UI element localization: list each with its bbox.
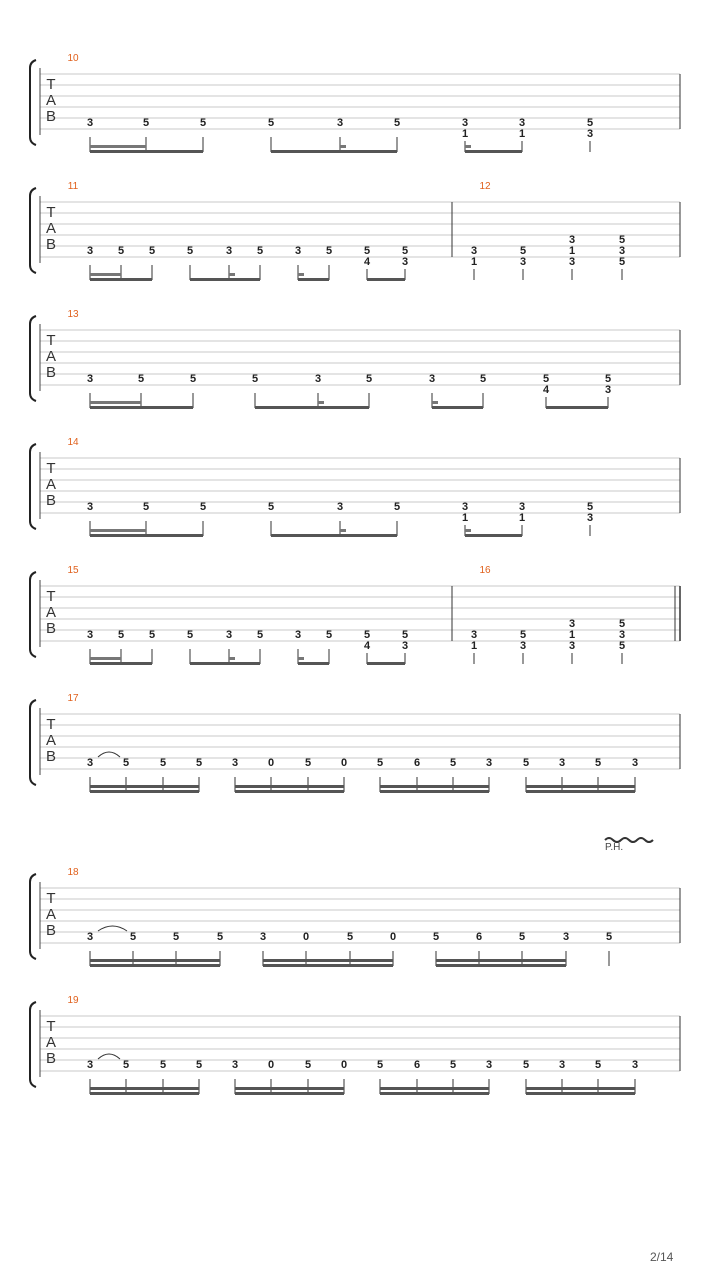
tab-clef-letter: A <box>45 1034 57 1051</box>
fret-number: 5 <box>586 501 594 513</box>
fret-number: 3 <box>401 256 409 268</box>
fret-number: 5 <box>256 245 264 257</box>
measure-number: 13 <box>67 309 79 320</box>
fret-number: 5 <box>159 1059 167 1071</box>
beam <box>255 406 369 409</box>
fret-number: 3 <box>568 234 576 246</box>
fret-number: 5 <box>432 931 440 943</box>
sub-beam <box>90 401 141 404</box>
fret-number: 3 <box>586 512 594 524</box>
sub-beam <box>432 401 438 404</box>
tab-clef-letter: T <box>46 460 56 477</box>
fret-number: 5 <box>618 256 626 268</box>
fret-number: 5 <box>376 757 384 769</box>
fret-number: 3 <box>336 501 344 513</box>
fret-number: 3 <box>259 931 267 943</box>
fret-number: 5 <box>365 373 373 385</box>
fret-number: 3 <box>568 640 576 652</box>
beam <box>190 662 260 665</box>
fret-number: 5 <box>393 117 401 129</box>
fret-number: 5 <box>594 1059 602 1071</box>
fret-number: 5 <box>363 245 371 257</box>
palm-mute-marking <box>605 838 653 853</box>
fret-number: 5 <box>618 640 626 652</box>
beam <box>190 278 260 281</box>
fret-number: 3 <box>470 629 478 641</box>
fret-number: 3 <box>294 245 302 257</box>
fret-number: 5 <box>148 245 156 257</box>
fret-number: 3 <box>225 245 233 257</box>
fret-number: 5 <box>586 117 594 129</box>
fret-number: 3 <box>519 256 527 268</box>
fret-number: 5 <box>199 501 207 513</box>
fret-number: 5 <box>304 757 312 769</box>
fret-number: 5 <box>137 373 145 385</box>
fret-number: 3 <box>86 757 94 769</box>
beam <box>298 662 329 665</box>
fret-number: 5 <box>542 373 550 385</box>
fret-number: 1 <box>461 512 469 524</box>
fret-number: 3 <box>568 618 576 630</box>
tab-system <box>30 565 680 665</box>
sub-beam <box>229 273 235 276</box>
tab-system <box>30 309 680 409</box>
beam <box>90 406 193 409</box>
fret-number: 5 <box>376 1059 384 1071</box>
fret-number: 3 <box>86 1059 94 1071</box>
fret-number: 5 <box>605 931 613 943</box>
fret-number: 3 <box>314 373 322 385</box>
measure-number: 17 <box>67 693 79 704</box>
beam <box>465 534 522 537</box>
beam <box>90 964 220 967</box>
beam <box>526 785 635 788</box>
fret-number: 5 <box>195 1059 203 1071</box>
fret-number: 5 <box>195 757 203 769</box>
fret-number: 3 <box>485 1059 493 1071</box>
fret-number: 4 <box>363 640 371 652</box>
tab-system <box>30 693 680 793</box>
system-bracket <box>30 572 36 657</box>
fret-number: 5 <box>401 629 409 641</box>
fret-number: 5 <box>518 931 526 943</box>
beam <box>526 790 635 793</box>
fret-number: 5 <box>325 629 333 641</box>
sub-beam <box>229 657 235 660</box>
beam <box>90 959 220 962</box>
tie <box>98 926 127 931</box>
tab-clef-letter: A <box>45 348 57 365</box>
measure-number: 12 <box>479 181 491 192</box>
fret-number: 1 <box>518 512 526 524</box>
fret-number: 5 <box>129 931 137 943</box>
fret-number: 5 <box>522 757 530 769</box>
measure-number: 14 <box>67 437 79 448</box>
fret-number: 1 <box>470 640 478 652</box>
system-bracket <box>30 700 36 785</box>
measure-number: 18 <box>67 867 79 878</box>
beam <box>380 1092 489 1095</box>
beam <box>90 278 152 281</box>
tab-clef-letter: B <box>45 1050 57 1067</box>
beam <box>90 534 203 537</box>
fret-number: 5 <box>267 501 275 513</box>
tab-clef-letter: T <box>46 332 56 349</box>
fret-number: 0 <box>389 931 397 943</box>
beam <box>235 1092 344 1095</box>
beam <box>263 964 393 967</box>
sub-beam <box>340 145 346 148</box>
sub-beam <box>318 401 324 404</box>
system-bracket <box>30 60 36 145</box>
fret-number: 4 <box>542 384 550 396</box>
fret-number: 5 <box>117 245 125 257</box>
fret-number: 3 <box>86 245 94 257</box>
fret-number: 3 <box>558 757 566 769</box>
tab-clef-letter: A <box>45 220 57 237</box>
fret-number: 3 <box>86 629 94 641</box>
fret-number: 3 <box>294 629 302 641</box>
beam <box>90 1092 199 1095</box>
fret-number: 3 <box>86 373 94 385</box>
beam <box>526 1087 635 1090</box>
fret-number: 3 <box>518 501 526 513</box>
beam <box>90 785 199 788</box>
tab-clef-letter: B <box>45 108 57 125</box>
fret-number: 5 <box>618 618 626 630</box>
fret-number: 5 <box>142 501 150 513</box>
palm-mute-label: P.H. <box>605 842 624 853</box>
fret-number: 5 <box>256 629 264 641</box>
fret-number: 3 <box>336 117 344 129</box>
fret-number: 3 <box>519 640 527 652</box>
beam <box>90 662 152 665</box>
fret-number: 3 <box>225 629 233 641</box>
fret-number: 3 <box>86 931 94 943</box>
fret-number: 5 <box>186 245 194 257</box>
fret-number: 6 <box>475 931 483 943</box>
fret-number: 5 <box>393 501 401 513</box>
fret-number: 5 <box>122 1059 130 1071</box>
tab-clef-letter: B <box>45 364 57 381</box>
beam <box>90 1087 199 1090</box>
fret-number: 3 <box>604 384 612 396</box>
tab-clef-letter: T <box>46 588 56 605</box>
fret-number: 1 <box>470 256 478 268</box>
tab-clef-letter: A <box>45 92 57 109</box>
fret-number: 6 <box>413 1059 421 1071</box>
beam <box>263 959 393 962</box>
fret-number: 5 <box>363 629 371 641</box>
beam <box>298 278 329 281</box>
fret-number: 5 <box>122 757 130 769</box>
sub-beam <box>465 145 471 148</box>
beam <box>546 406 608 409</box>
beam <box>235 790 344 793</box>
fret-number: 5 <box>148 629 156 641</box>
tie <box>98 752 120 757</box>
fret-number: 5 <box>618 234 626 246</box>
fret-number: 3 <box>461 117 469 129</box>
fret-number: 3 <box>231 757 239 769</box>
fret-number: 3 <box>401 640 409 652</box>
measure-number: 11 <box>67 181 79 192</box>
fret-number: 3 <box>586 128 594 140</box>
sub-beam <box>90 657 121 660</box>
fret-number: 0 <box>302 931 310 943</box>
measure-number: 16 <box>479 565 491 576</box>
fret-number: 5 <box>159 757 167 769</box>
fret-number: 1 <box>568 629 576 641</box>
fret-number: 3 <box>86 117 94 129</box>
fret-number: 3 <box>485 757 493 769</box>
beam <box>367 662 405 665</box>
tab-system <box>30 867 680 967</box>
tab-clef-letter: B <box>45 492 57 509</box>
measure-number: 15 <box>67 565 79 576</box>
fret-number: 5 <box>186 629 194 641</box>
fret-number: 3 <box>518 117 526 129</box>
fret-number: 5 <box>449 757 457 769</box>
fret-number: 5 <box>304 1059 312 1071</box>
fret-number: 5 <box>172 931 180 943</box>
fret-number: 3 <box>428 373 436 385</box>
beam <box>271 534 397 537</box>
sub-beam <box>298 657 304 660</box>
fret-number: 5 <box>449 1059 457 1071</box>
fret-number: 1 <box>568 245 576 257</box>
fret-number: 3 <box>470 245 478 257</box>
fret-number: 3 <box>461 501 469 513</box>
tab-clef-letter: T <box>46 76 56 93</box>
fret-number: 3 <box>631 1059 639 1071</box>
beam <box>436 959 566 962</box>
fret-number: 1 <box>518 128 526 140</box>
beam <box>432 406 483 409</box>
fret-number: 5 <box>199 117 207 129</box>
fret-number: 3 <box>631 757 639 769</box>
tab-system <box>30 53 680 153</box>
beam <box>90 150 203 153</box>
fret-number: 5 <box>325 245 333 257</box>
fret-number: 4 <box>363 256 371 268</box>
fret-number: 5 <box>142 117 150 129</box>
fret-number: 5 <box>401 245 409 257</box>
beam <box>436 964 566 967</box>
fret-number: 0 <box>340 757 348 769</box>
fret-number: 3 <box>618 245 626 257</box>
system-bracket <box>30 188 36 273</box>
fret-number: 3 <box>231 1059 239 1071</box>
tab-clef-letter: B <box>45 620 57 637</box>
fret-number: 5 <box>117 629 125 641</box>
measure-number: 10 <box>67 53 79 64</box>
beam <box>526 1092 635 1095</box>
fret-number: 5 <box>346 931 354 943</box>
fret-number: 5 <box>604 373 612 385</box>
tab-clef-letter: A <box>45 906 57 923</box>
beam <box>235 785 344 788</box>
fret-number: 5 <box>522 1059 530 1071</box>
beam <box>271 150 397 153</box>
beam <box>367 278 405 281</box>
sub-beam <box>90 145 146 148</box>
tab-clef-letter: A <box>45 732 57 749</box>
tab-clef-letter: T <box>46 1018 56 1035</box>
fret-number: 3 <box>86 501 94 513</box>
tab-clef-letter: B <box>45 748 57 765</box>
tab-clef-letter: A <box>45 604 57 621</box>
system-bracket <box>30 874 36 959</box>
beam <box>235 1087 344 1090</box>
fret-number: 5 <box>216 931 224 943</box>
tab-system <box>30 437 680 537</box>
fret-number: 1 <box>461 128 469 140</box>
tab-clef-letter: B <box>45 922 57 939</box>
fret-number: 0 <box>267 1059 275 1071</box>
fret-number: 5 <box>251 373 259 385</box>
fret-number: 6 <box>413 757 421 769</box>
fret-number: 5 <box>479 373 487 385</box>
fret-number: 3 <box>568 256 576 268</box>
sub-beam <box>340 529 346 532</box>
sub-beam <box>298 273 304 276</box>
fret-number: 5 <box>189 373 197 385</box>
tab-clef-letter: B <box>45 236 57 253</box>
fret-number: 5 <box>594 757 602 769</box>
page-number: 2/14 <box>650 1250 674 1264</box>
beam <box>90 790 199 793</box>
fret-number: 3 <box>618 629 626 641</box>
fret-number: 0 <box>267 757 275 769</box>
fret-number: 5 <box>267 117 275 129</box>
sub-beam <box>90 529 146 532</box>
tab-clef-letter: T <box>46 716 56 733</box>
fret-number: 3 <box>558 1059 566 1071</box>
fret-number: 5 <box>519 245 527 257</box>
beam <box>380 1087 489 1090</box>
fret-number: 3 <box>562 931 570 943</box>
sub-beam <box>90 273 121 276</box>
beam <box>465 150 522 153</box>
system-bracket <box>30 316 36 401</box>
tie <box>98 1054 120 1059</box>
tab-clef-letter: T <box>46 890 56 907</box>
tab-clef-letter: A <box>45 476 57 493</box>
tab-system <box>30 995 680 1095</box>
system-bracket <box>30 444 36 529</box>
tab-clef-letter: T <box>46 204 56 221</box>
tab-system <box>30 181 680 281</box>
beam <box>380 785 489 788</box>
measure-number: 19 <box>67 995 79 1006</box>
beam <box>380 790 489 793</box>
fret-number: 0 <box>340 1059 348 1071</box>
fret-number: 5 <box>519 629 527 641</box>
sub-beam <box>465 529 471 532</box>
system-bracket <box>30 1002 36 1087</box>
